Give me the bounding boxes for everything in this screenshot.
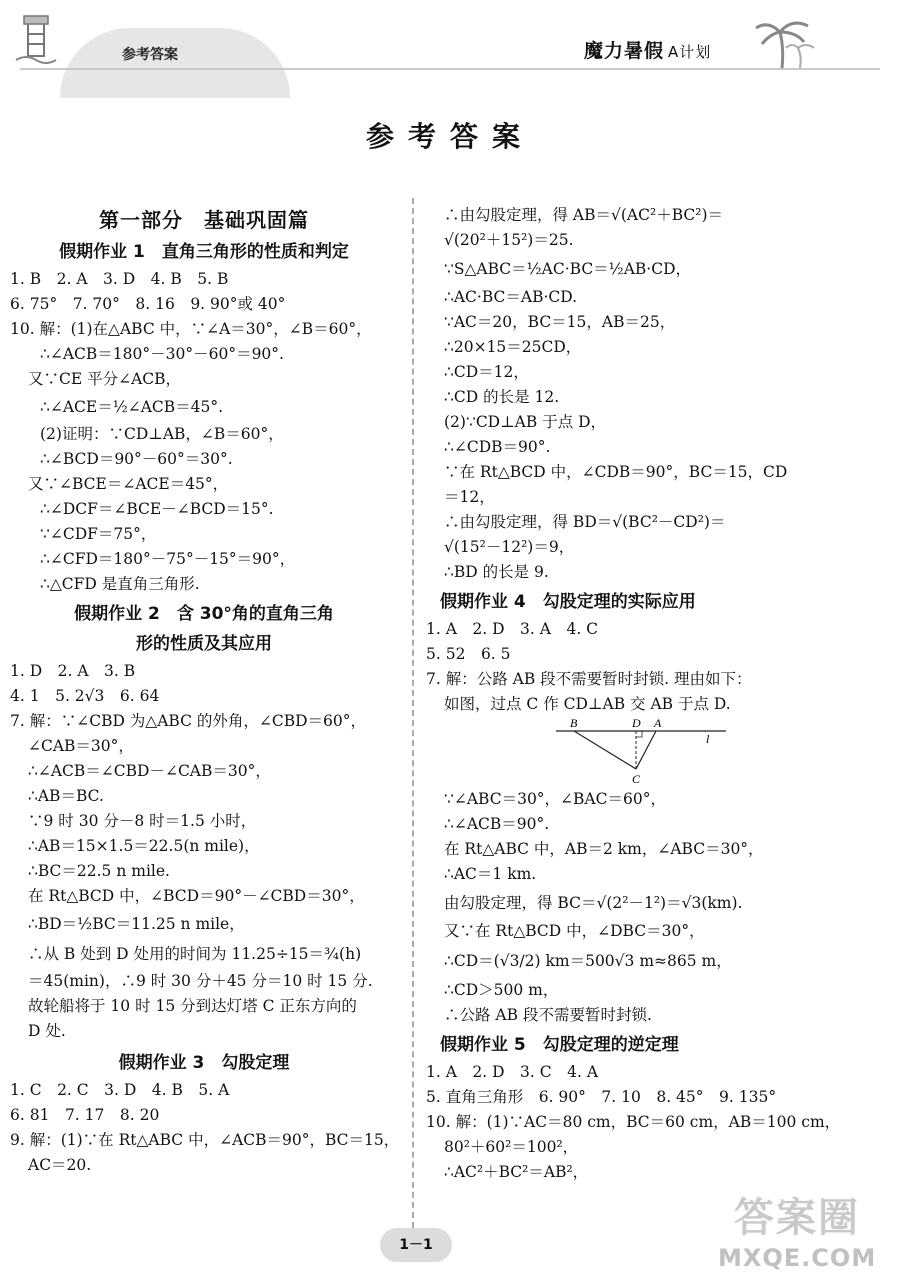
header-section-label: 参考答案 (122, 47, 178, 63)
section-title-3: 假期作业 3 勾股定理 (118, 1053, 290, 1073)
answer-line: ∴∠CDB＝90°. (444, 438, 551, 456)
answer-line: ∠CAB＝30°， (28, 737, 134, 755)
segment-BC (574, 731, 636, 769)
label-A: A (654, 717, 662, 730)
answer-line: 1. A 2. D 3. A 4. C (426, 620, 599, 638)
part-title: 第一部分 基础巩固篇 (99, 208, 309, 232)
answer-line: ∴△CFD 是直角三角形. (40, 575, 200, 593)
section-title-2-cont: 形的性质及其应用 (136, 634, 272, 654)
answer-line: AC＝20. (28, 1156, 92, 1174)
answer-line: ∵∠CDF＝75°， (40, 525, 157, 543)
answer-line: ∴CD 的长是 12. (444, 388, 560, 406)
answer-line: ∴∠BCD＝90°－60°＝30°. (40, 450, 233, 468)
answer-line: 又∵CE 平分∠ACB， (28, 370, 182, 388)
answer-line: ∴CD＝(√3/2) km＝500√3 m≈865 m， (444, 952, 732, 970)
answer-line: 1. C 2. C 3. D 4. B 5. A (10, 1081, 230, 1099)
answer-line: ∵在 Rt△BCD 中，∠CDB＝90°，BC＝15，CD (444, 463, 788, 481)
answer-line: 4. 1 5. 2√3 6. 64 (10, 687, 160, 705)
answer-line: ∴∠CFD＝180°－75°－15°＝90°， (40, 550, 296, 568)
answer-line: ∵S△ABC＝½AC·BC＝½AB·CD， (444, 260, 691, 278)
answer-line: 如图，过点 C 作 CD⊥AB 交 AB 于点 D. (444, 695, 731, 713)
left-column (10, 203, 398, 1178)
section-title-5: 假期作业 5 勾股定理的逆定理 (440, 1035, 679, 1055)
answer-line: 1. D 2. A 3. B (10, 662, 136, 680)
answer-line: (2)∵CD⊥AB 于点 D， (444, 413, 607, 431)
answer-line: (2)证明：∵CD⊥AB，∠B＝60°， (40, 425, 284, 443)
column-divider (412, 198, 414, 1228)
label-D: D (632, 717, 641, 730)
answer-line: ∴AC²＋BC²＝AB²， (444, 1163, 589, 1181)
answer-line: ∴BD 的长是 9. (444, 563, 549, 581)
answer-line: 5. 直角三角形 6. 90° 7. 10 8. 45° 9. 135° (426, 1088, 777, 1106)
page-number: 1－1 (380, 1228, 452, 1262)
label-C: C (632, 772, 641, 786)
answer-line: 7. 解：∵∠CBD 为△ABC 的外角，∠CBD＝60°， (10, 712, 367, 730)
answer-line: ∴公路 AB 段不需要暂时封锁. (444, 1006, 652, 1024)
answer-line: ∴∠ACB＝180°－30°－60°＝90°. (40, 345, 284, 363)
answer-line: ∴AC＝1 km. (444, 865, 537, 883)
answer-line: ∴由勾股定理，得 AB＝√(AC²＋BC²)＝ (444, 206, 724, 224)
answer-line: 1. B 2. A 3. D 4. B 5. B (10, 270, 229, 288)
answer-line: D 处. (28, 1022, 66, 1040)
lighthouse-icon (14, 12, 58, 64)
brand-subtitle: A计划 (668, 43, 712, 61)
answer-line: 7. 解：公路 AB 段不需要暂时封锁. 理由如下： (426, 670, 752, 688)
section-title-1: 假期作业 1 直角三角形的性质和判定 (59, 242, 349, 262)
answer-line: ∴CD＞500 m， (444, 981, 559, 999)
answer-line: ∵9 时 30 分－8 时＝1.5 小时， (28, 812, 257, 830)
watermark-url: MXQE.COM (718, 1244, 877, 1272)
brand-name: 魔力暑假 (584, 40, 665, 62)
answer-line: 在 Rt△BCD 中，∠BCD＝90°－∠CBD＝30°， (28, 887, 365, 905)
right-column (426, 203, 841, 1185)
answer-line: ∵∠ABC＝30°，∠BAC＝60°， (444, 790, 666, 808)
answer-line: ∴20×15＝25CD， (444, 338, 582, 356)
watermark (718, 1182, 890, 1282)
right-angle-mark (636, 731, 642, 737)
answer-line: ∴BD＝½BC＝11.25 n mile， (28, 915, 245, 933)
answer-line: 由勾股定理，得 BC＝√(2²－1²)＝√3(km). (444, 894, 743, 912)
answer-line: 又∵∠BCE＝∠ACE＝45°， (28, 475, 229, 493)
answer-line: ∴AB＝15×1.5＝22.5(n mile)， (28, 837, 260, 855)
label-l: l (706, 732, 710, 746)
answer-line: 10. 解：(1)∵AC＝80 cm，BC＝60 cm，AB＝100 cm， (426, 1113, 841, 1131)
answer-line: ∴从 B 处到 D 处用的时间为 11.25÷15＝¾(h) (28, 945, 362, 963)
answer-line: √(15²－12²)＝9， (444, 538, 575, 556)
answer-line: 10. 解：(1)在△ABC 中，∵∠A＝30°，∠B＝60°， (10, 320, 372, 338)
answer-line: 又∵在 Rt△BCD 中，∠DBC＝30°， (444, 922, 705, 940)
answer-line: 在 Rt△ABC 中，AB＝2 km，∠ABC＝30°， (444, 840, 764, 858)
answer-line: 6. 75° 7. 70° 8. 16 9. 90°或 40° (10, 295, 286, 313)
answer-line: ∴∠ACB＝90°. (444, 815, 550, 833)
answer-line: √(20²＋15²)＝25. (444, 231, 574, 249)
label-B: B (570, 717, 578, 730)
answer-line: ∴∠ACE＝½∠ACB＝45°. (40, 398, 224, 416)
answer-line: ∴AB＝BC. (28, 787, 104, 805)
section-title-4: 假期作业 4 勾股定理的实际应用 (440, 592, 696, 612)
answer-line: ＝45(min)，∴9 时 30 分＋45 分＝10 时 15 分. (28, 972, 373, 990)
answer-line: ∴BC＝22.5 n mile. (28, 862, 170, 880)
answer-line: 9. 解：(1)∵在 Rt△ABC 中，∠ACB＝90°，BC＝15， (10, 1131, 400, 1149)
triangle-diagram (526, 717, 746, 787)
palm-tree-icon (752, 14, 818, 70)
header-rule (20, 68, 880, 70)
document-title: 参考答案 (365, 120, 534, 153)
answer-line: ∴∠DCF＝∠BCE－∠BCD＝15°. (40, 500, 274, 518)
geometry-figure (526, 717, 746, 787)
section-title-2: 假期作业 2 含 30°角的直角三角 (74, 604, 334, 624)
answer-line: ＝12， (444, 488, 495, 506)
page-header (0, 0, 900, 100)
answer-line: ∴由勾股定理，得 BD＝√(BC²－CD²)＝ (444, 513, 726, 531)
answer-line: 80²＋60²＝100²， (444, 1138, 579, 1156)
answer-line: 1. A 2. D 3. C 4. A (426, 1063, 599, 1081)
answer-line: ∴CD＝12， (444, 363, 529, 381)
watermark-logo-text: 答案圈 (734, 1195, 860, 1241)
answer-line: 故轮船将于 10 时 15 分到达灯塔 C 正东方向的 (28, 997, 357, 1015)
answer-line: 5. 52 6. 5 (426, 645, 511, 663)
answer-line: ∴∠ACB＝∠CBD－∠CAB＝30°， (28, 762, 271, 780)
answer-line: ∵AC＝20，BC＝15，AB＝25， (444, 313, 676, 331)
answer-line: ∴AC·BC＝AB·CD. (444, 288, 578, 306)
answer-line: 6. 81 7. 17 8. 20 (10, 1106, 160, 1124)
brand-title (584, 36, 711, 63)
